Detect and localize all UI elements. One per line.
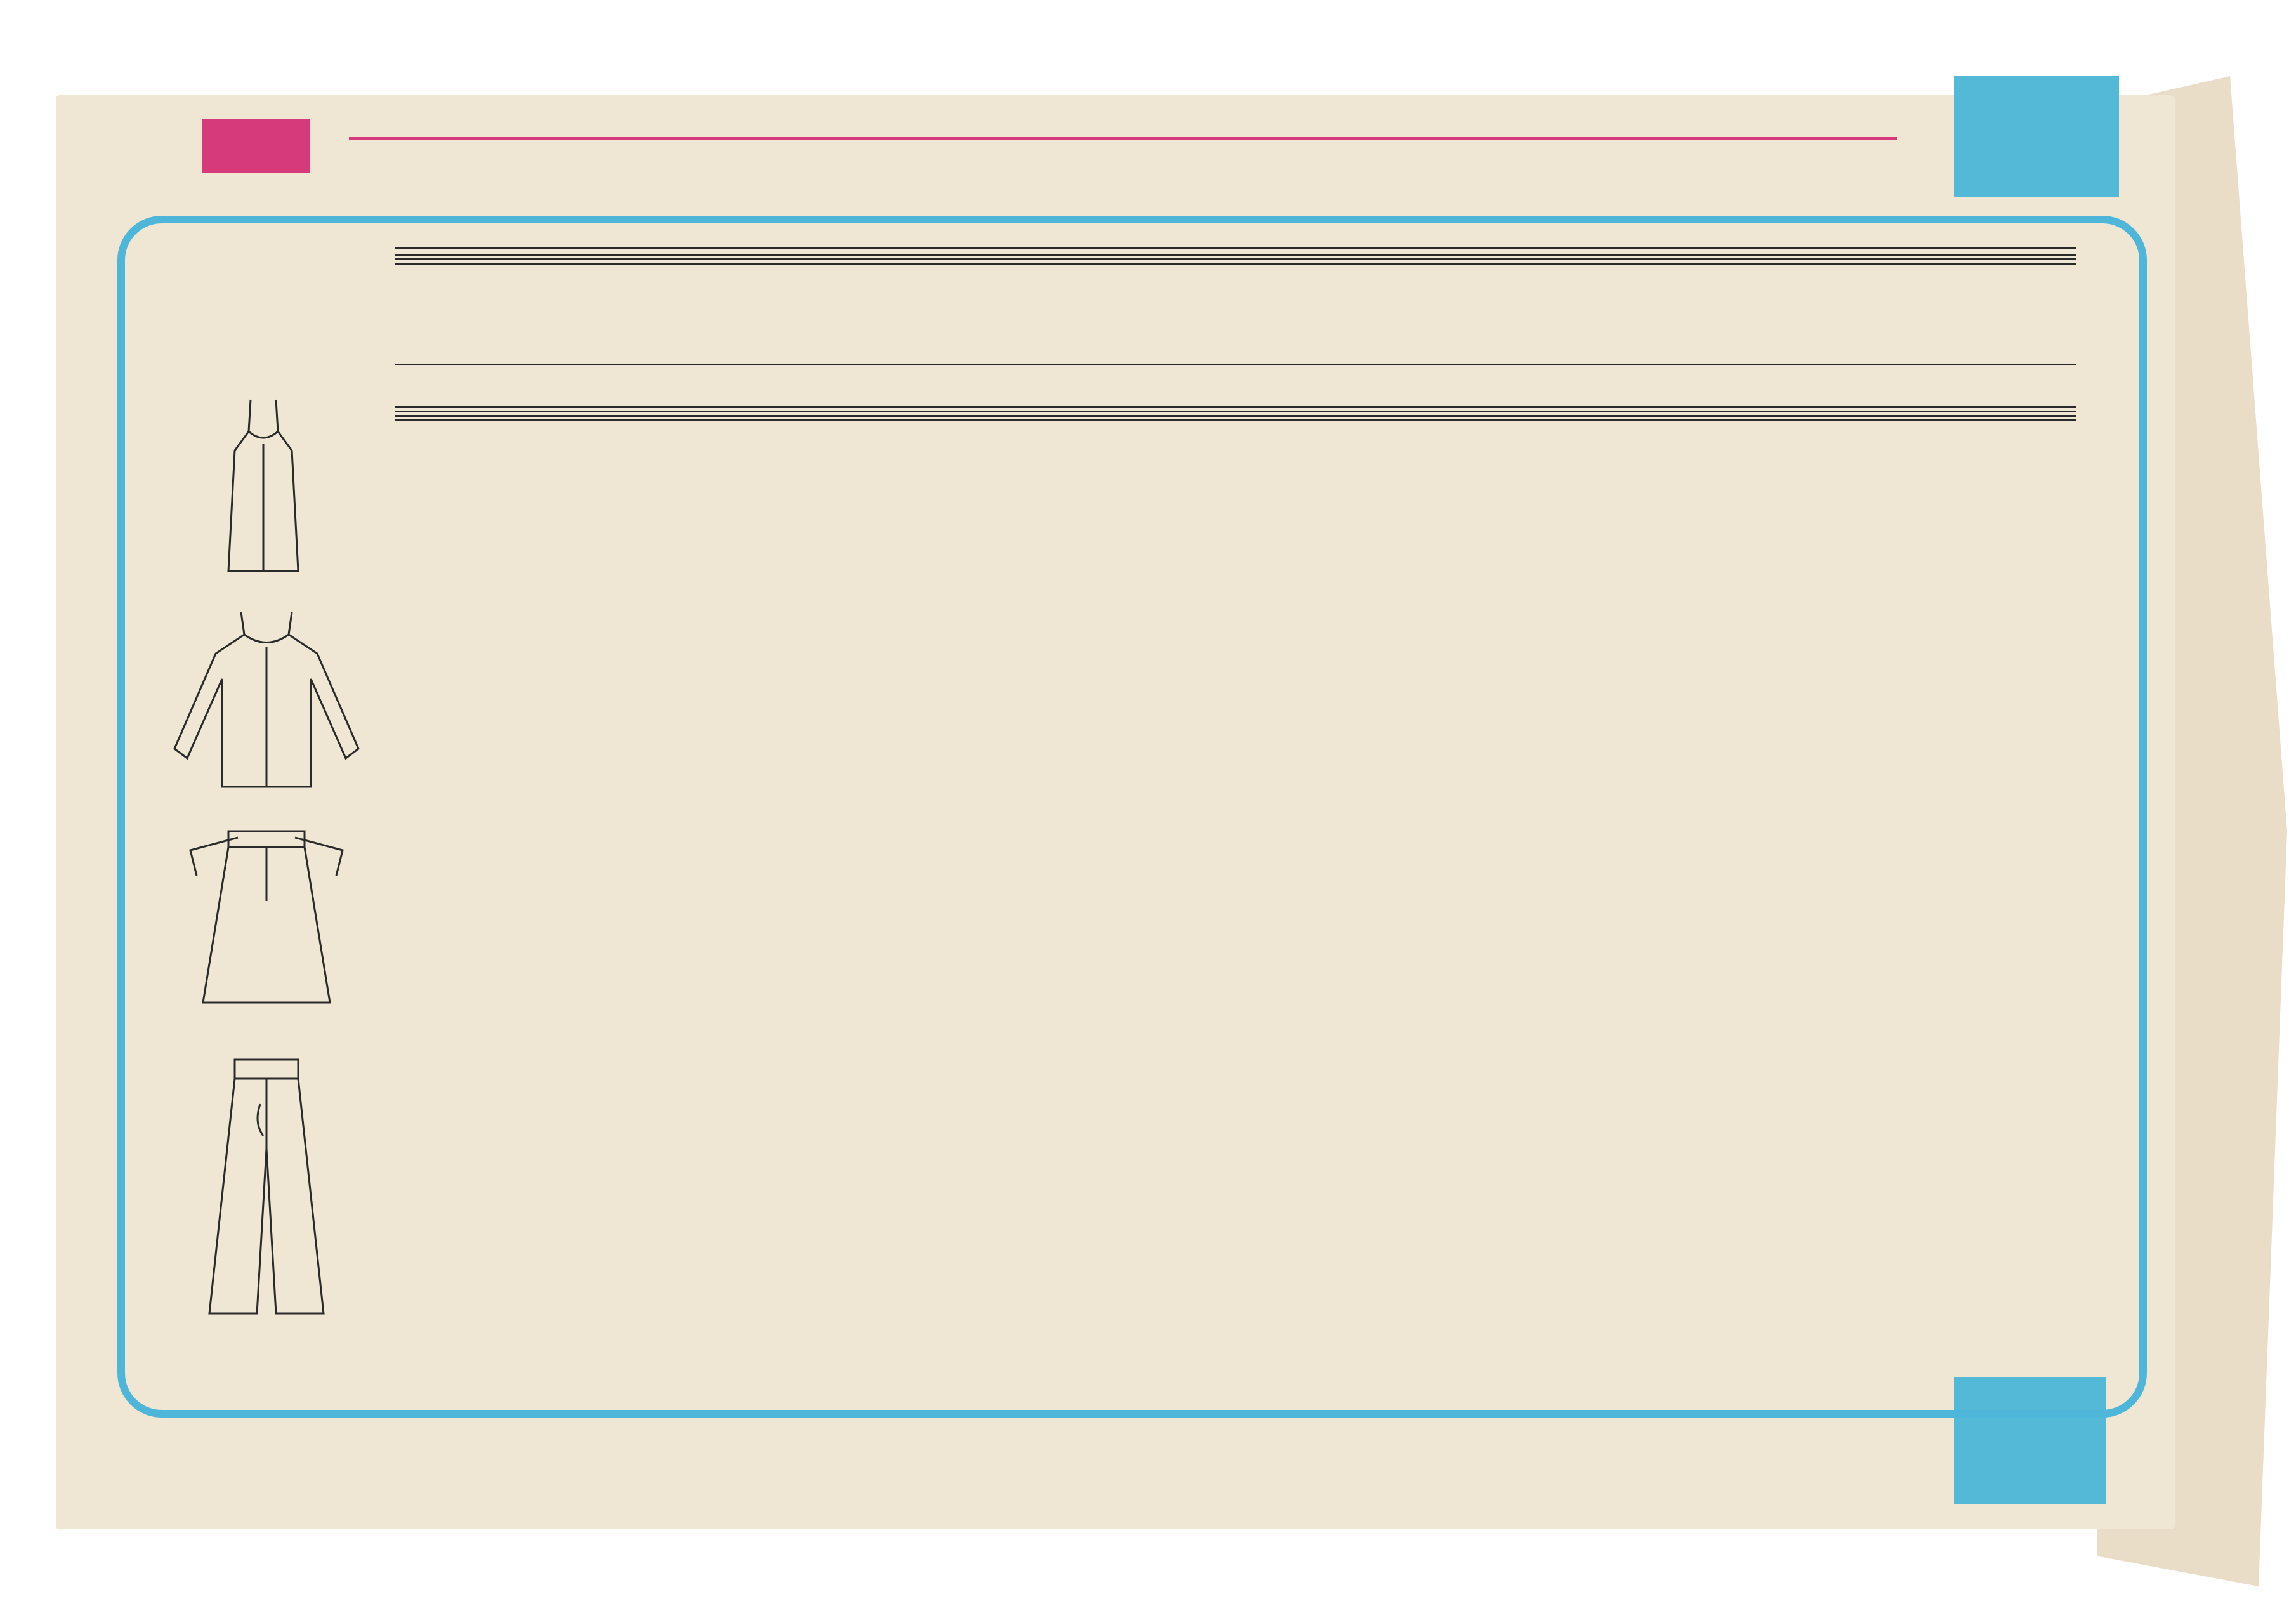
divider [395, 406, 2076, 408]
divider [395, 364, 2076, 365]
sidebar [206, 247, 371, 260]
pants-sketch-icon [209, 1060, 324, 1313]
shirt-jacket-sketch-icon [174, 612, 358, 787]
blue-stain-top [1954, 76, 2119, 197]
divider [395, 254, 2076, 256]
divider [395, 415, 2076, 417]
body-measurements [395, 267, 2076, 361]
divider [395, 263, 2076, 265]
divider [395, 419, 2076, 421]
vest-sketch-icon [228, 400, 298, 571]
divider [395, 411, 2076, 412]
fabric-required-header [395, 368, 2076, 404]
quick-measure-ruler [190, 107, 1903, 176]
pattern-info [395, 244, 2076, 424]
skirt-sketch-icon [190, 831, 343, 1003]
ruler-baseline [349, 137, 1897, 140]
divider [395, 258, 2076, 260]
divider [395, 247, 2076, 249]
quick-measure-badge [202, 119, 310, 173]
garment-sketches [140, 393, 381, 1345]
